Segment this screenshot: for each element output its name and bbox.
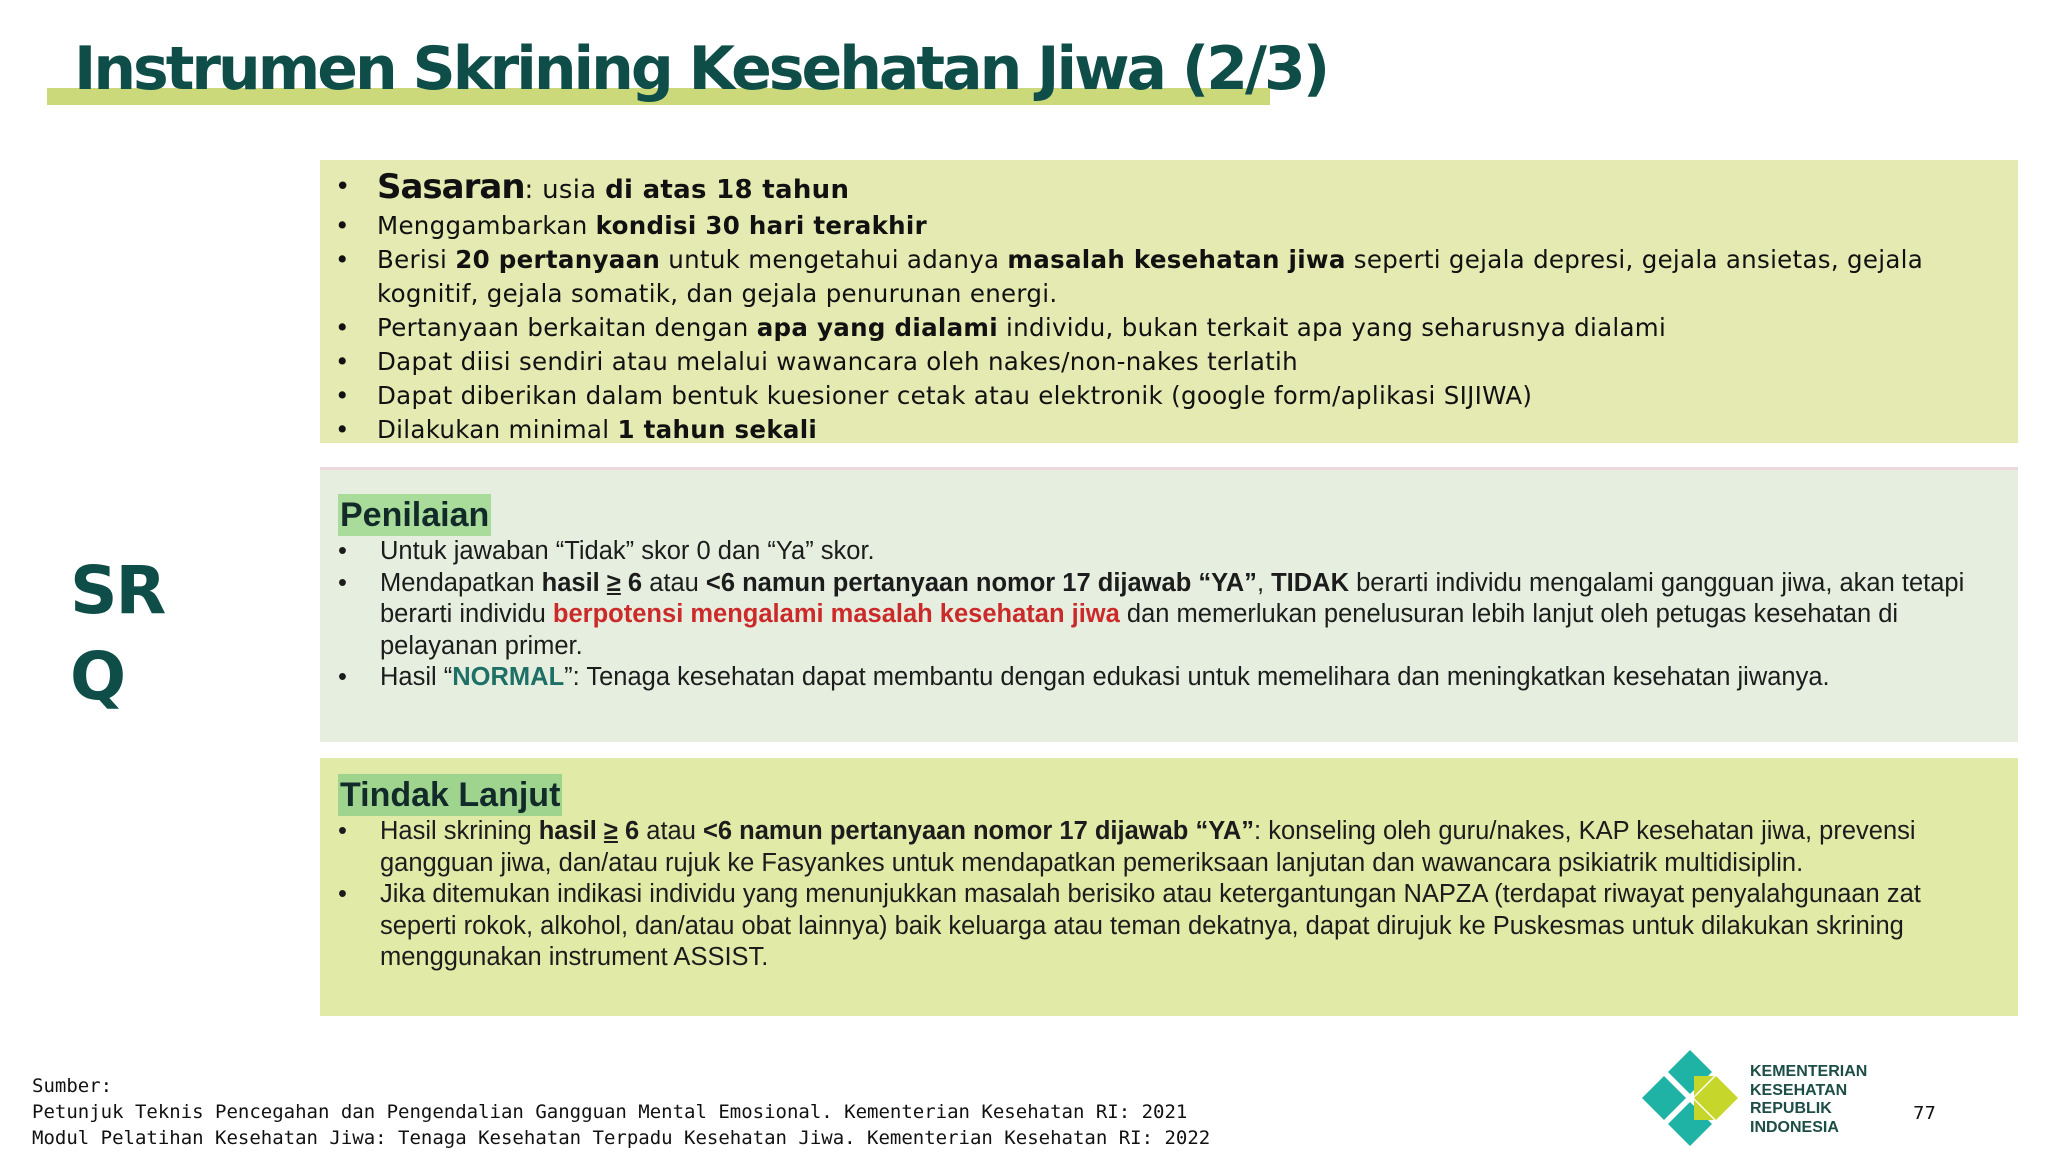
source-line-2: Modul Pelatihan Kesehatan Jiwa: Tenaga Kesehatan Terpadu Kesehatan Jiwa. Kementerian Kesehatan RI: 2022 xyxy=(32,1127,1211,1149)
text-segment: : usia xyxy=(524,175,606,205)
penilaian-bullet xyxy=(338,536,1988,568)
penilaian-heading: Penilaian xyxy=(340,496,490,534)
logo-line-3: REPUBLIK xyxy=(1750,1100,1832,1117)
penilaian-panel xyxy=(320,467,2018,742)
text-segment: masalah kesehatan jiwa xyxy=(1007,245,1346,274)
overview-bullet xyxy=(335,243,1998,311)
text-segment: , xyxy=(1256,568,1272,597)
text-segment: <6 namun pertanyaan nomor 17 dijawab “YA” xyxy=(705,568,1257,597)
penilaian-list xyxy=(338,536,1988,694)
side-label-line2: Q xyxy=(70,638,125,715)
logo-line-1: KEMENTERIAN xyxy=(1750,1063,1868,1080)
penilaian-bullet xyxy=(338,568,1988,663)
source-citation xyxy=(32,1073,1210,1151)
overview-bullet xyxy=(335,209,1998,243)
text-segment: Untuk jawaban “Tidak” skor 0 dan “Ya” skor. xyxy=(380,537,875,565)
text-segment: ≥ xyxy=(606,568,621,597)
text-segment: untuk mengetahui adanya xyxy=(660,245,1008,274)
text-segment: berpotensi mengalami masalah kesehatan jiwa xyxy=(552,600,1120,628)
tindak-lanjut-bullet xyxy=(338,879,1988,974)
page-title: Instrumen Skrining Kesehatan Jiwa (2/3) xyxy=(74,34,1328,104)
text-segment: dan memerlukan penelusuran lebih lanjut oleh petugas kesehatan di pelayanan primer. xyxy=(380,600,1899,660)
overview-bullet xyxy=(335,168,1998,209)
text-segment: Dapat diberikan dalam bentuk kuesioner cetak atau elektronik (google form/aplikasi SIJIWA) xyxy=(377,381,1533,410)
logo-line-4: INDONESIA xyxy=(1750,1118,1839,1136)
text-segment: Mendapatkan xyxy=(380,568,542,597)
source-line-1: Petunjuk Teknis Pencegahan dan Pengendalian Gangguan Mental Emosional. Kementerian Kesehatan RI: 2021 xyxy=(32,1101,1188,1123)
tindak-lanjut-bullet xyxy=(338,816,1988,879)
text-segment: Berisi xyxy=(377,245,456,274)
text-segment: individu, bukan terkait apa yang seharusnya dialami xyxy=(997,313,1667,342)
side-label-srq xyxy=(70,548,164,720)
tindak-lanjut-heading: Tindak Lanjut xyxy=(340,776,561,814)
text-segment: atau xyxy=(639,817,704,845)
text-segment: di atas 18 tahun xyxy=(605,175,850,205)
tindak-lanjut-list xyxy=(338,816,1988,974)
text-segment: TIDAK xyxy=(1271,568,1350,597)
text-segment: Pertanyaan berkaitan dengan xyxy=(377,313,757,342)
kemenkes-logo-text xyxy=(1750,1063,1867,1137)
overview-bullet xyxy=(335,345,1998,379)
text-segment: seperti gejala depresi, gejala ansietas, gejala kognitif, gejala somatik, dan gejala penurunan energi. xyxy=(377,245,1924,308)
text-segment: hasil xyxy=(541,568,607,597)
text-segment: 20 pertanyaan xyxy=(455,245,661,274)
text-segment: <6 namun pertanyaan nomor 17 dijawab “YA” xyxy=(703,817,1255,845)
text-segment: Dapat diisi sendiri atau melalui wawancara oleh nakes/non-nakes terlatih xyxy=(377,347,1298,376)
text-segment: Hasil “ xyxy=(380,663,453,691)
kemenkes-logo-icon xyxy=(1640,1048,1740,1148)
text-segment: Jika ditemukan indikasi individu yang menunjukkan masalah berisiko atau ketergantungan NAPZA (terdapat riwayat penyalahgunaan zat seperti rokok, alkohol, dan/atau obat lainnya) baik keluarga atau teman dekatnya, dapat dirujuk ke Puskesmas untuk dilakukan skrining menggunakan instrument ASSIST. xyxy=(380,880,1921,971)
text-segment: atau xyxy=(642,568,706,597)
text-segment: 1 tahun sekali xyxy=(617,415,818,444)
overview-bullet xyxy=(335,379,1998,413)
overview-list xyxy=(335,168,1998,447)
text-segment: kondisi 30 hari terakhir xyxy=(595,211,927,240)
text-segment: berarti individu mengalami gangguan jiwa, akan tetapi berarti individu xyxy=(380,568,1965,628)
text-segment: : konseling oleh guru/nakes, KAP kesehatan jiwa, prevensi gangguan jiwa, dan/atau rujuk ke Fasyankes untuk mendapatkan pemeriksaan lanjutan dan wawancara psikiatrik multidisiplin. xyxy=(380,817,1916,877)
penilaian-bullet xyxy=(338,662,1988,694)
side-label-line1: SR xyxy=(70,552,165,629)
text-segment: ≥ xyxy=(603,817,618,845)
text-segment: Hasil skrining xyxy=(380,817,539,845)
text-segment: apa yang dialami xyxy=(756,313,998,342)
tindak-lanjut-panel xyxy=(320,758,2018,1016)
logo-line-2: KESEHATAN xyxy=(1750,1081,1848,1099)
text-segment: 6 xyxy=(617,817,640,845)
text-segment: Menggambarkan xyxy=(377,211,596,240)
text-segment: 6 xyxy=(620,568,643,597)
source-label: Sumber: xyxy=(32,1075,113,1097)
text-segment: ”: Tenaga kesehatan dapat membantu dengan edukasi untuk memelihara dan meningkatkan kesehatan jiwanya. xyxy=(564,663,1830,691)
text-segment: NORMAL xyxy=(452,663,565,691)
overview-panel xyxy=(320,160,2018,443)
page-number: 77 xyxy=(1913,1103,1936,1124)
overview-bullet xyxy=(335,311,1998,345)
overview-bullet xyxy=(335,413,1998,447)
text-segment: Sasaran xyxy=(377,167,525,207)
text-segment: Dilakukan minimal xyxy=(377,415,618,444)
text-segment: hasil xyxy=(538,817,604,845)
